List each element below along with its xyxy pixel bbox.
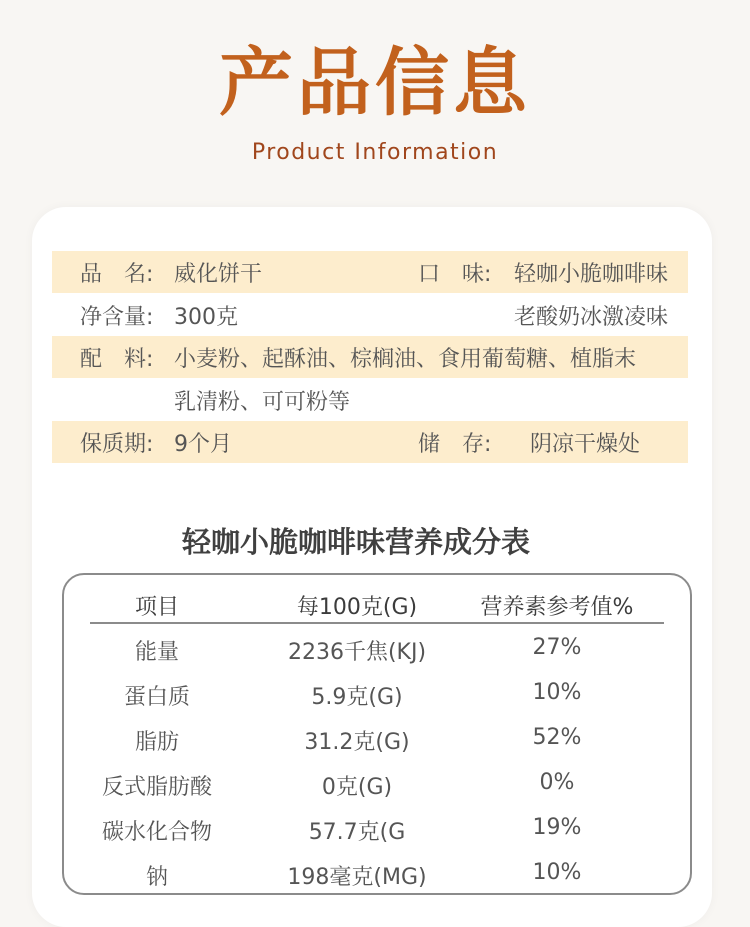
row-fat-nrv: 52% [532,725,582,750]
row-fat-amount: 31.2克(G) [304,730,410,755]
row-energy-amount: 2236千焦(KJ) [287,640,427,665]
info-row-weight [52,294,688,336]
info-row-name-flavor [52,251,688,293]
row-protein-amount: 5.9克(G) [311,685,403,710]
info-row-ingredients [52,336,688,378]
row-energy-nrv: 27% [532,635,582,660]
col-header-item: 项目 [134,595,179,620]
row-carbs-nrv: 19% [532,815,582,840]
row-protein-nrv: 10% [532,680,582,705]
weight-label: 净含量: [80,305,154,330]
row-fat-name: 脂肪 [134,730,179,755]
weight-value: 300克 [174,305,238,330]
row-transfat-amount: 0克(G) [321,775,393,800]
name-value: 威化饼干 [174,262,263,287]
ingredients-label: 配 料: [80,347,154,372]
row-transfat-nrv: 0% [539,770,575,795]
col-header-nrv: 营养素参考值% [480,595,634,620]
ingredients-line-1: 小麦粉、起酥油、棕榈油、食用葡萄糖、植脂末 [174,347,637,372]
info-row-shelf-storage [52,421,688,463]
flavor-value-2: 老酸奶冰激凌味 [514,305,669,330]
row-energy-name: 能量 [134,640,179,665]
storage-label: 储 存: [418,432,492,457]
row-carbs-amount: 57.7克(G [308,820,406,845]
storage-value: 阴凉干燥处 [530,432,641,457]
row-transfat-name: 反式脂肪酸 [101,775,212,800]
shelf-value: 9个月 [174,432,232,457]
name-label: 品 名: [80,262,154,287]
row-protein-name: 蛋白质 [123,685,190,710]
row-sodium-name: 钠 [145,865,168,890]
ingredients-line-2: 乳清粉、可可粉等 [174,390,351,415]
col-header-per100g: 每100克(G) [296,595,418,620]
page-title: 产品信息 [219,40,531,126]
nutrition-header-divider [90,622,664,624]
row-sodium-nrv: 10% [532,860,582,885]
page-subtitle: Product Information [251,140,499,165]
flavor-value-1: 轻咖小脆咖啡味 [514,262,669,287]
row-sodium-amount: 198毫克(MG) [287,865,427,890]
shelf-label: 保质期: [80,432,154,457]
row-carbs-name: 碳水化合物 [101,820,212,845]
flavor-label: 口 味: [418,262,492,287]
nutrition-title: 轻咖小脆咖啡味营养成分表 [181,525,530,559]
info-row-ingredients-cont [52,379,688,421]
